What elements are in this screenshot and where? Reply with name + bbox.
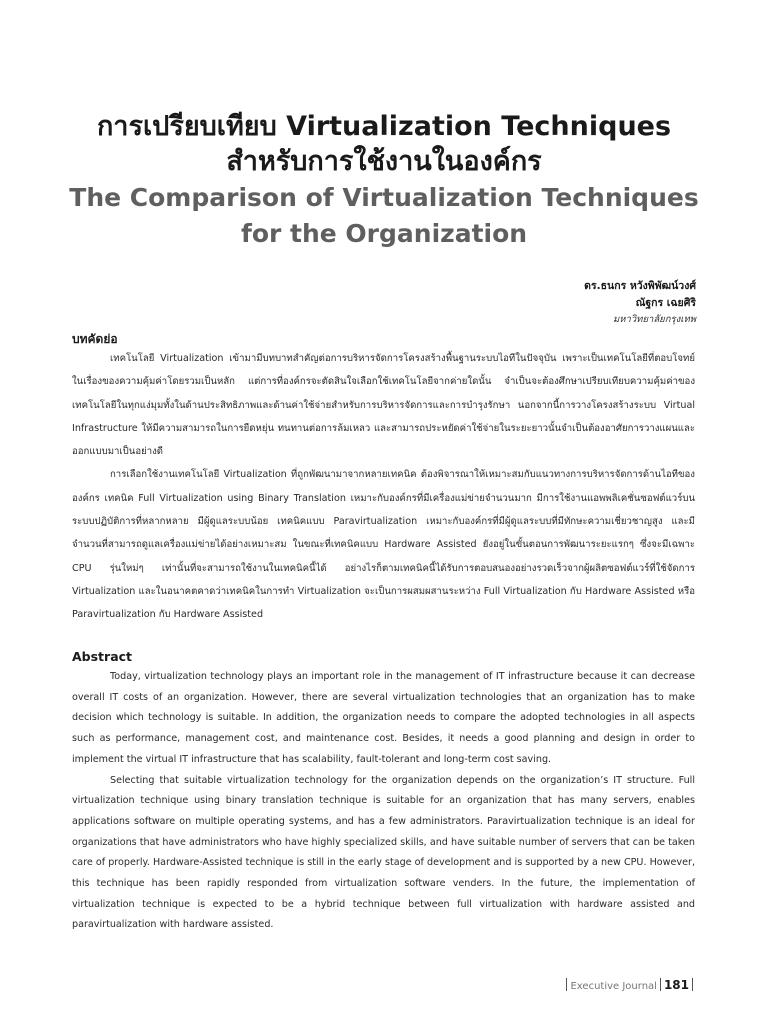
english-abstract-body: [72, 667, 695, 936]
thai-abstract-heading: บทคัดย่อ: [72, 332, 118, 346]
page-number: 181: [663, 978, 689, 992]
author-name: ณัฐกร เฉยศิริ: [635, 297, 696, 309]
page-footer: [563, 976, 696, 992]
footer-divider: [660, 978, 661, 991]
abstract-paragraph: การเลือกใช้งานเทคโนโลยี Virtualization ที่ถูกพัฒนามาจากหลายเทคนิค ต้องพิจารณาให้เหมาะสมกับแนวทางการบริหารจัดการด้านไอทีขององค์กร เทคนิค Full Virtualization using Binary Translation เหมาะกับองค์กรที่มีเครื่องแม่ข่ายจำนวนมาก มีการใช้งานแอพพลิเคชั่นซอฟต์แวร์บนระบบปฏิบัติการที่หลากหลาย มีผู้ดูแลระบบน้อย เทคนิคแบบ Paravirtualization เหมาะกับองค์กรที่มีผู้ดูแลระบบที่มีทักษะความเชี่ยวชาญสูง และมีจำนวนที่สามารถดูแลเครื่องแม่ข่ายได้อย่างเหมาะสม ในขณะที่เทคนิคแบบ Hardware Assisted ยังอยู่ในขั้นตอนการพัฒนาระยะแรกๆ ซึ่งจะมีเฉพาะ CPU รุ่นใหม่ๆ เท่านั้นที่จะสามารถใช้งานในเทคนิคนี้ได้ อย่างไรก็ตามเทคนิคนี้ได้รับการตอบสนองอย่างรวดเร็วจากผู้ผลิตซอฟต์แวร์ที่ใช้จัดการ Virtualization และในอนาคตคาดว่าเทคนิคในการทำ Virtualization จะเป็นการผสมผสานระหว่าง Full Virtualization กับ Hardware Assisted หรือ Paravirtualization กับ Hardware Assisted: [72, 469, 695, 621]
footer-divider: [692, 978, 693, 991]
journal-name: Executive Journal: [570, 981, 657, 992]
abstract-paragraph: Selecting that suitable virtualization technology for the organization depends on the organization’s IT structure. Full virtualization technique using binary translation technique is suitable for an organization that has many servers, enables applications software on multiple operating systems, and has a few administrators. Paravirtualization technique is an ideal for organizations that have administrators who have highly specialized skills, and have suitable number of servers that can be taken care of properly. Hardware-Assisted technique is still in the early stage of development and is supported by a new CPU. However, this technique has been rapidly responded from virtualization software venders. In the future, the implementation of virtualization technique is expected to be a hybrid technique between full virtualization with hardware assisted and paravirtualization with hardware assisted.: [72, 774, 695, 931]
english-abstract-heading: Abstract: [72, 649, 133, 664]
author-affiliation: มหาวิทยาลัยกรุงเทพ: [612, 314, 696, 325]
footer-divider: [566, 978, 567, 991]
abstract-paragraph: เทคโนโลยี Virtualization เข้ามามีบทบาทสำคัญต่อการบริหารจัดการโครงสร้างพื้นฐานระบบไอทีในปัจจุบัน เพราะเป็นเทคโนโลยีที่ตอบโจทย์ในเรื่องของความคุ้มค่าโดยรวมเป็นหลัก แต่การที่องค์กรจะตัดสินใจเลือกใช้เทคโนโลยีจากค่ายใดนั้น จำเป็นจะต้องศึกษาเปรียบเทียบความคุ้มค่าของเทคโนโลยีในทุกแง่มุมทั้งในด้านประสิทธิภาพและด้านค่าใช้จ่ายสำหรับการบริหารจัดการและการบำรุงรักษา นอกจากนี้การวางโครงสร้างระบบ Virtual Infrastructure ให้มีความสามารถในการยืดหยุ่น ทนทานต่อการล้มเหลว และสามารถประหยัดค่าใช้จ่ายในระยะยาวนั้นจำเป็นต้องอาศัยการวางแผนและออกแบบมาเป็นอย่างดี: [72, 353, 695, 458]
title-english-line2: for the Organization: [240, 219, 528, 248]
title-english-line1: The Comparison of Virtualization Techniques: [69, 183, 699, 212]
author-block: [584, 278, 696, 327]
thai-abstract-body: [72, 347, 695, 627]
title-thai-line2: สำหรับการใช้งานในองค์กร: [226, 146, 542, 177]
title-thai-line1: การเปรียบเทียบ Virtualization Techniques: [96, 111, 672, 142]
abstract-paragraph: Today, virtualization technology plays an important role in the management of IT infrastructure because it can decrease overall IT costs of an organization. However, there are several virtualization technologies that an organization has to make decision which technology is suitable. In addition, the organization needs to compare the adopted technologies in all aspects such as performance, management cost, and maintenance cost. Besides, it needs a good planning and design in order to implement the virtual IT infrastructure that has scalability, fault-tolerant and long-term cost saving.: [72, 671, 695, 765]
author-name: ดร.ธนกร หวังพิพัฒน์วงศ์: [584, 280, 696, 292]
